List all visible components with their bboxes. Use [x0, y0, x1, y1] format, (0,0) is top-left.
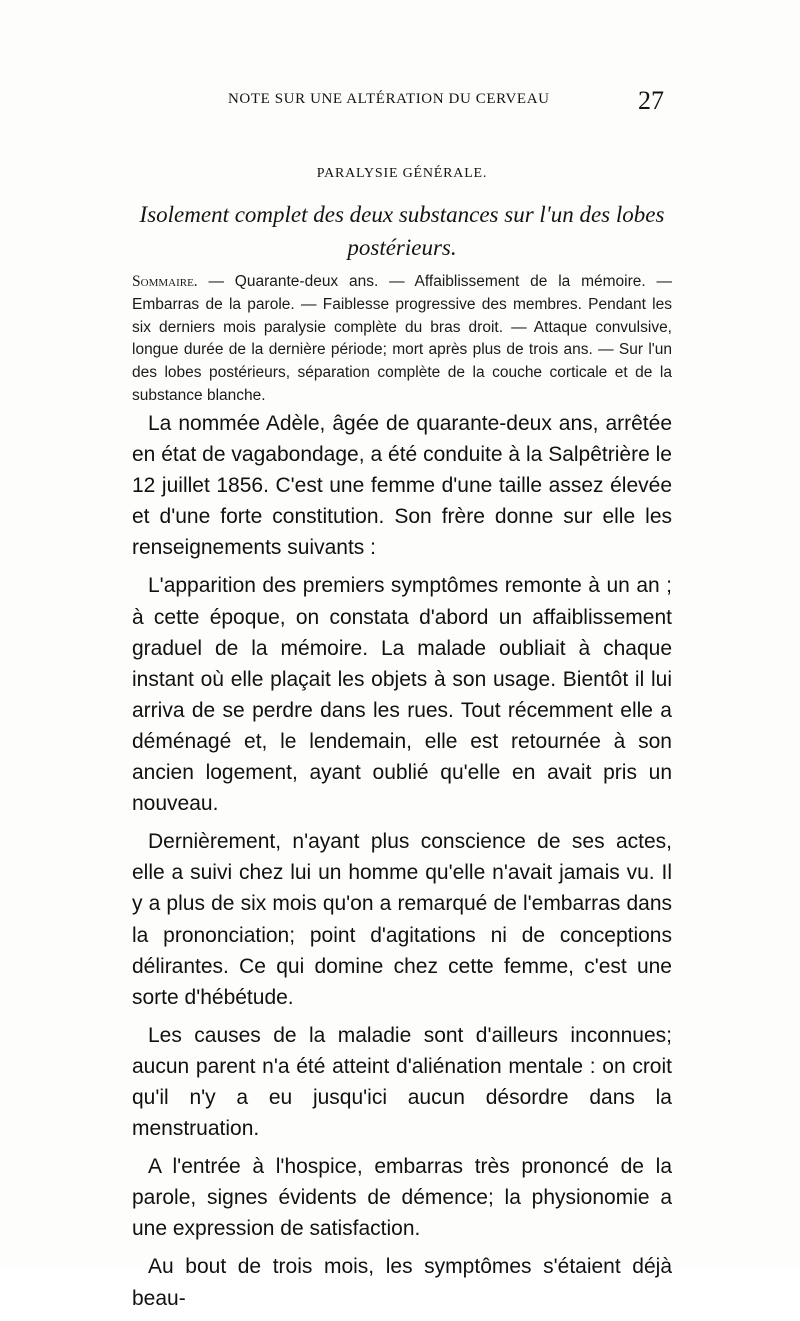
paragraph: A l'entrée à l'hospice, embarras très prononcé de la parole, signes évidents de démence; la physionomie a une expression de satisfaction.	[132, 1155, 672, 1241]
case-subtitle: Isolement complet des deux substances sur l'un des lobes postérieurs.	[139, 202, 665, 260]
summary-text: — Quarante-deux ans. — Affaiblissement de la mémoire. — Embarras de la parole. — Faiblesse progressive des membres. Pendant les six derniers mois paralysie complète du bras droit. — Attaque convulsive, longue durée de la dernière période; mort après plus de trois ans. — Sur l'un des lobes postérieurs, séparation complète de la couche corticale et de la substance blanche.	[132, 273, 672, 404]
page-number: 27	[638, 86, 664, 115]
running-head	[132, 86, 672, 117]
paragraph: L'apparition des premiers symptômes remonte à un an ; à cette époque, on constata d'abord un affaiblissement graduel de la mémoire. La malade oubliait à chaque instant où elle plaçait les objets à son usage. Bientôt il lui arriva de se perdre dans les rues. Tout récemment elle a déménagé et, le lendemain, elle est retournée à son ancien logement, ayant oublié qu'elle en avait pris un nouveau.	[132, 574, 672, 816]
paragraph: La nommée Adèle, âgée de quarante-deux ans, arrêtée en état de vagabondage, a été conduite à la Salpêtrière le 12 juillet 1856. C'est une femme d'une taille assez élevée et d'une forte constitution. Son frère donne sur elle les renseignements suivants :	[132, 412, 672, 560]
paragraph: Dernièrement, n'ayant plus conscience de ses actes, elle a suivi chez lui un homme qu'elle n'avait jamais vu. Il y a plus de six mois qu'on a remarqué de l'embarras dans la prononciation; point d'agitations ni de conceptions délirantes. Ce qui domine chez cette femme, c'est une sorte d'hébétude.	[132, 830, 672, 1009]
running-title: NOTE SUR UNE ALTÉRATION DU CERVEAU	[228, 91, 550, 107]
summary-label: Sommaire.	[132, 273, 198, 290]
body-text	[132, 408, 672, 1321]
summary-block	[132, 271, 672, 408]
paragraph: Au bout de trois mois, les symptômes s'étaient déjà beau-	[132, 1255, 672, 1310]
section-title: PARALYSIE GÉNÉRALE.	[316, 166, 488, 181]
paragraph: Les causes de la maladie sont d'ailleurs inconnues; aucun parent n'a été atteint d'aliénation mentale : on croit qu'il n'y a eu jusqu'ici aucun désordre dans la menstruation.	[132, 1023, 672, 1141]
